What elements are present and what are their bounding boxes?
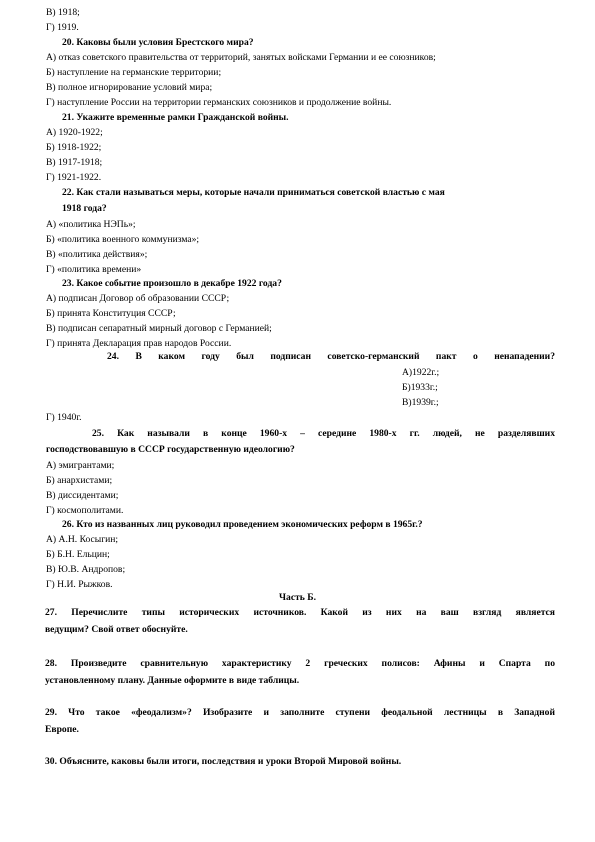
q26-option-v: В) Ю.В. Андропов; xyxy=(46,564,126,575)
q29-line1: 29. Что такое «феодализм»? Изобразите и заполните ступени феодальной лестницы в Западной xyxy=(45,707,555,718)
q25-option-g: Г) космополитами. xyxy=(46,505,124,516)
q21-question: 21. Укажите временные рамки Гражданской войны. xyxy=(62,112,289,123)
q24-option-a: А)1922г.; xyxy=(402,367,440,378)
q23-option-v: В) подписан сепаратный мирный договор с Германией; xyxy=(46,323,272,334)
q29-line2: Европе. xyxy=(45,724,79,735)
q23-option-a: А) подписан Договор об образовании СССР; xyxy=(46,293,230,304)
q21-option-a: А) 1920-1922; xyxy=(46,127,103,138)
q20-option-v: В) полное игнорирование условий мира; xyxy=(46,82,213,93)
q25-option-a: А) эмигрантами; xyxy=(46,460,115,471)
part-b-heading: Часть Б. xyxy=(278,592,317,603)
q19-option-g: Г) 1919. xyxy=(46,22,79,33)
q30-line1: 30. Объясните, каковы были итоги, последствия и уроки Второй Мировой войны. xyxy=(45,756,402,767)
q22-question-line2: 1918 года? xyxy=(62,203,107,214)
q28-line2: установленному плану. Данные оформите в виде таблицы. xyxy=(45,675,300,686)
q27-line2: ведущим? Свой ответ обоснуйте. xyxy=(45,624,188,635)
q26-question: 26. Кто из названных лиц руководил проведением экономических реформ в 1965г.? xyxy=(62,519,423,530)
q22-option-v: В) «политика действия»; xyxy=(46,249,148,260)
q23-question: 23. Какое событие произошло в декабре 1922 года? xyxy=(62,278,282,289)
q23-option-b: Б) принята Конституция СССР; xyxy=(46,308,176,319)
q22-option-g: Г) «политика времени» xyxy=(46,264,142,275)
q20-option-a: А) отказ советского правительства от территорий, занятых войсками Германии и ее союзников; xyxy=(46,52,436,63)
q23-option-g: Г) принята Декларация прав народов России. xyxy=(46,338,232,349)
q24-option-v: В)1939г.; xyxy=(402,397,439,408)
q20-question: 20. Каковы были условия Брестского мира? xyxy=(62,37,254,48)
q25-option-v: В) диссидентами; xyxy=(46,490,119,501)
q22-option-a: А) «политика НЭПь»; xyxy=(46,219,136,230)
q26-option-a: А) А.Н. Косыгин; xyxy=(46,534,119,545)
q19-option-v: В) 1918; xyxy=(46,7,80,18)
q20-option-g: Г) наступление России на территории германских союзников и продолжение войны. xyxy=(46,97,392,108)
q24-question: 24. В каком году был подписан советско-германский пакт о ненападении? xyxy=(107,351,555,362)
q25-question-line1: 25. Как называли в конце 1960-х – середине 1980-х гг. людей, не разделявших xyxy=(92,428,555,439)
q20-option-b: Б) наступление на германские территории; xyxy=(46,67,222,78)
q26-option-b: Б) Б.Н. Ельцин; xyxy=(46,549,110,560)
q24-option-b: Б)1933г.; xyxy=(402,382,438,393)
q25-option-b: Б) анархистами; xyxy=(46,475,113,486)
q22-question-line1: 22. Как стали называться меры, которые начали приниматься советской властью с мая xyxy=(62,187,445,198)
q21-option-g: Г) 1921-1922. xyxy=(46,172,102,183)
q26-option-g: Г) Н.И. Рыжков. xyxy=(46,579,113,590)
q21-option-v: В) 1917-1918; xyxy=(46,157,103,168)
q28-line1: 28. Произведите сравнительную характеристику 2 греческих полисов: Афины и Спарта по xyxy=(45,658,555,669)
q22-option-b: Б) «политика военного коммунизма»; xyxy=(46,234,200,245)
q25-question-line2: господствовавшую в СССР государственную идеологию? xyxy=(46,444,295,455)
q21-option-b: Б) 1918-1922; xyxy=(46,142,102,153)
q27-line1: 27. Перечислите типы исторических источников. Какой из них на ваш взгляд является xyxy=(45,607,555,618)
q24-option-g: Г) 1940г. xyxy=(46,412,82,423)
